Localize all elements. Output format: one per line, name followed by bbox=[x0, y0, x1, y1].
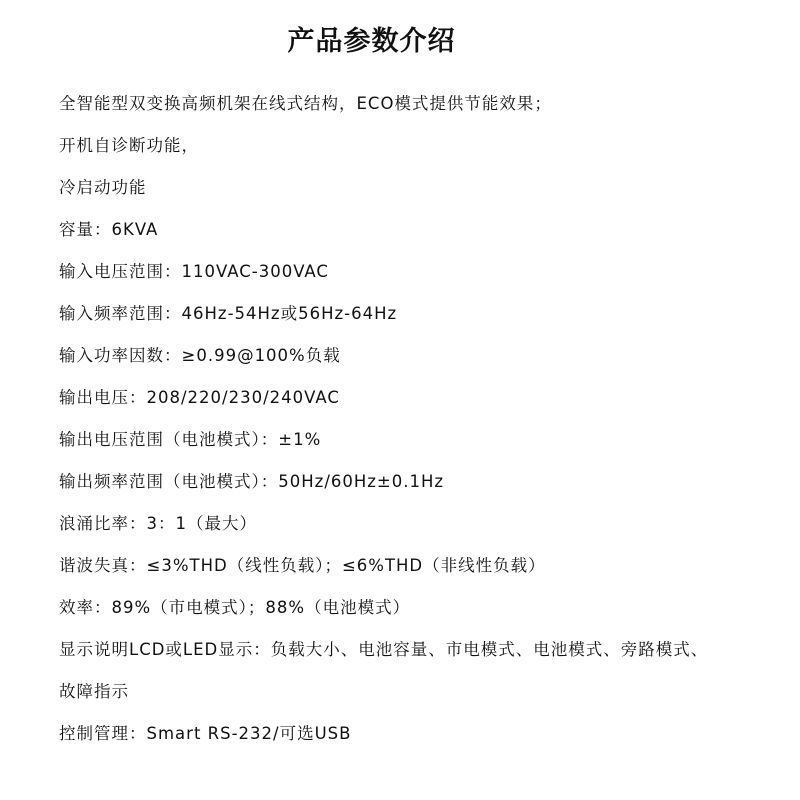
spec-line-efficiency: 效率：89%（市电模式）；88%（电池模式） bbox=[59, 598, 411, 617]
spec-line-cold-start: 冷启动功能 bbox=[59, 178, 147, 197]
spec-line-surge-ratio: 浪涌比率：3：1（最大） bbox=[59, 514, 257, 533]
spec-line-display-cont: 故障指示 bbox=[59, 682, 129, 701]
spec-line-input-power-factor: 输入功率因数：≥0.99@100%负载 bbox=[59, 346, 341, 365]
spec-line-output-voltage-range: 输出电压范围（电池模式）：±1% bbox=[59, 430, 322, 449]
spec-line-display: 显示说明LCD或LED显示：负载大小、电池容量、市电模式、电池模式、旁路模式、 bbox=[59, 640, 709, 659]
spec-line-capacity: 容量：6KVA bbox=[59, 220, 159, 239]
spec-line-control-management: 控制管理：Smart RS-232/可选USB bbox=[59, 724, 352, 743]
spec-line-self-diagnosis: 开机自诊断功能， bbox=[59, 136, 199, 155]
spec-list bbox=[59, 83, 794, 755]
spec-line-input-voltage-range: 输入电压范围：110VAC-300VAC bbox=[59, 262, 329, 281]
spec-line-output-frequency-range: 输出频率范围（电池模式）：50Hz/60Hz±0.1Hz bbox=[59, 472, 445, 491]
spec-line-harmonic-distortion: 谐波失真：≤3%THD（线性负载）；≤6%THD（非线性负载） bbox=[59, 556, 546, 575]
page-title: 产品参数介绍 bbox=[287, 26, 456, 57]
spec-line-input-frequency-range: 输入频率范围：46Hz-54Hz或56Hz-64Hz bbox=[59, 304, 398, 323]
spec-line-output-voltage: 输出电压：208/220/230/240VAC bbox=[59, 388, 340, 407]
spec-line-intro: 全智能型双变换高频机架在线式结构，ECO模式提供节能效果； bbox=[59, 94, 552, 113]
